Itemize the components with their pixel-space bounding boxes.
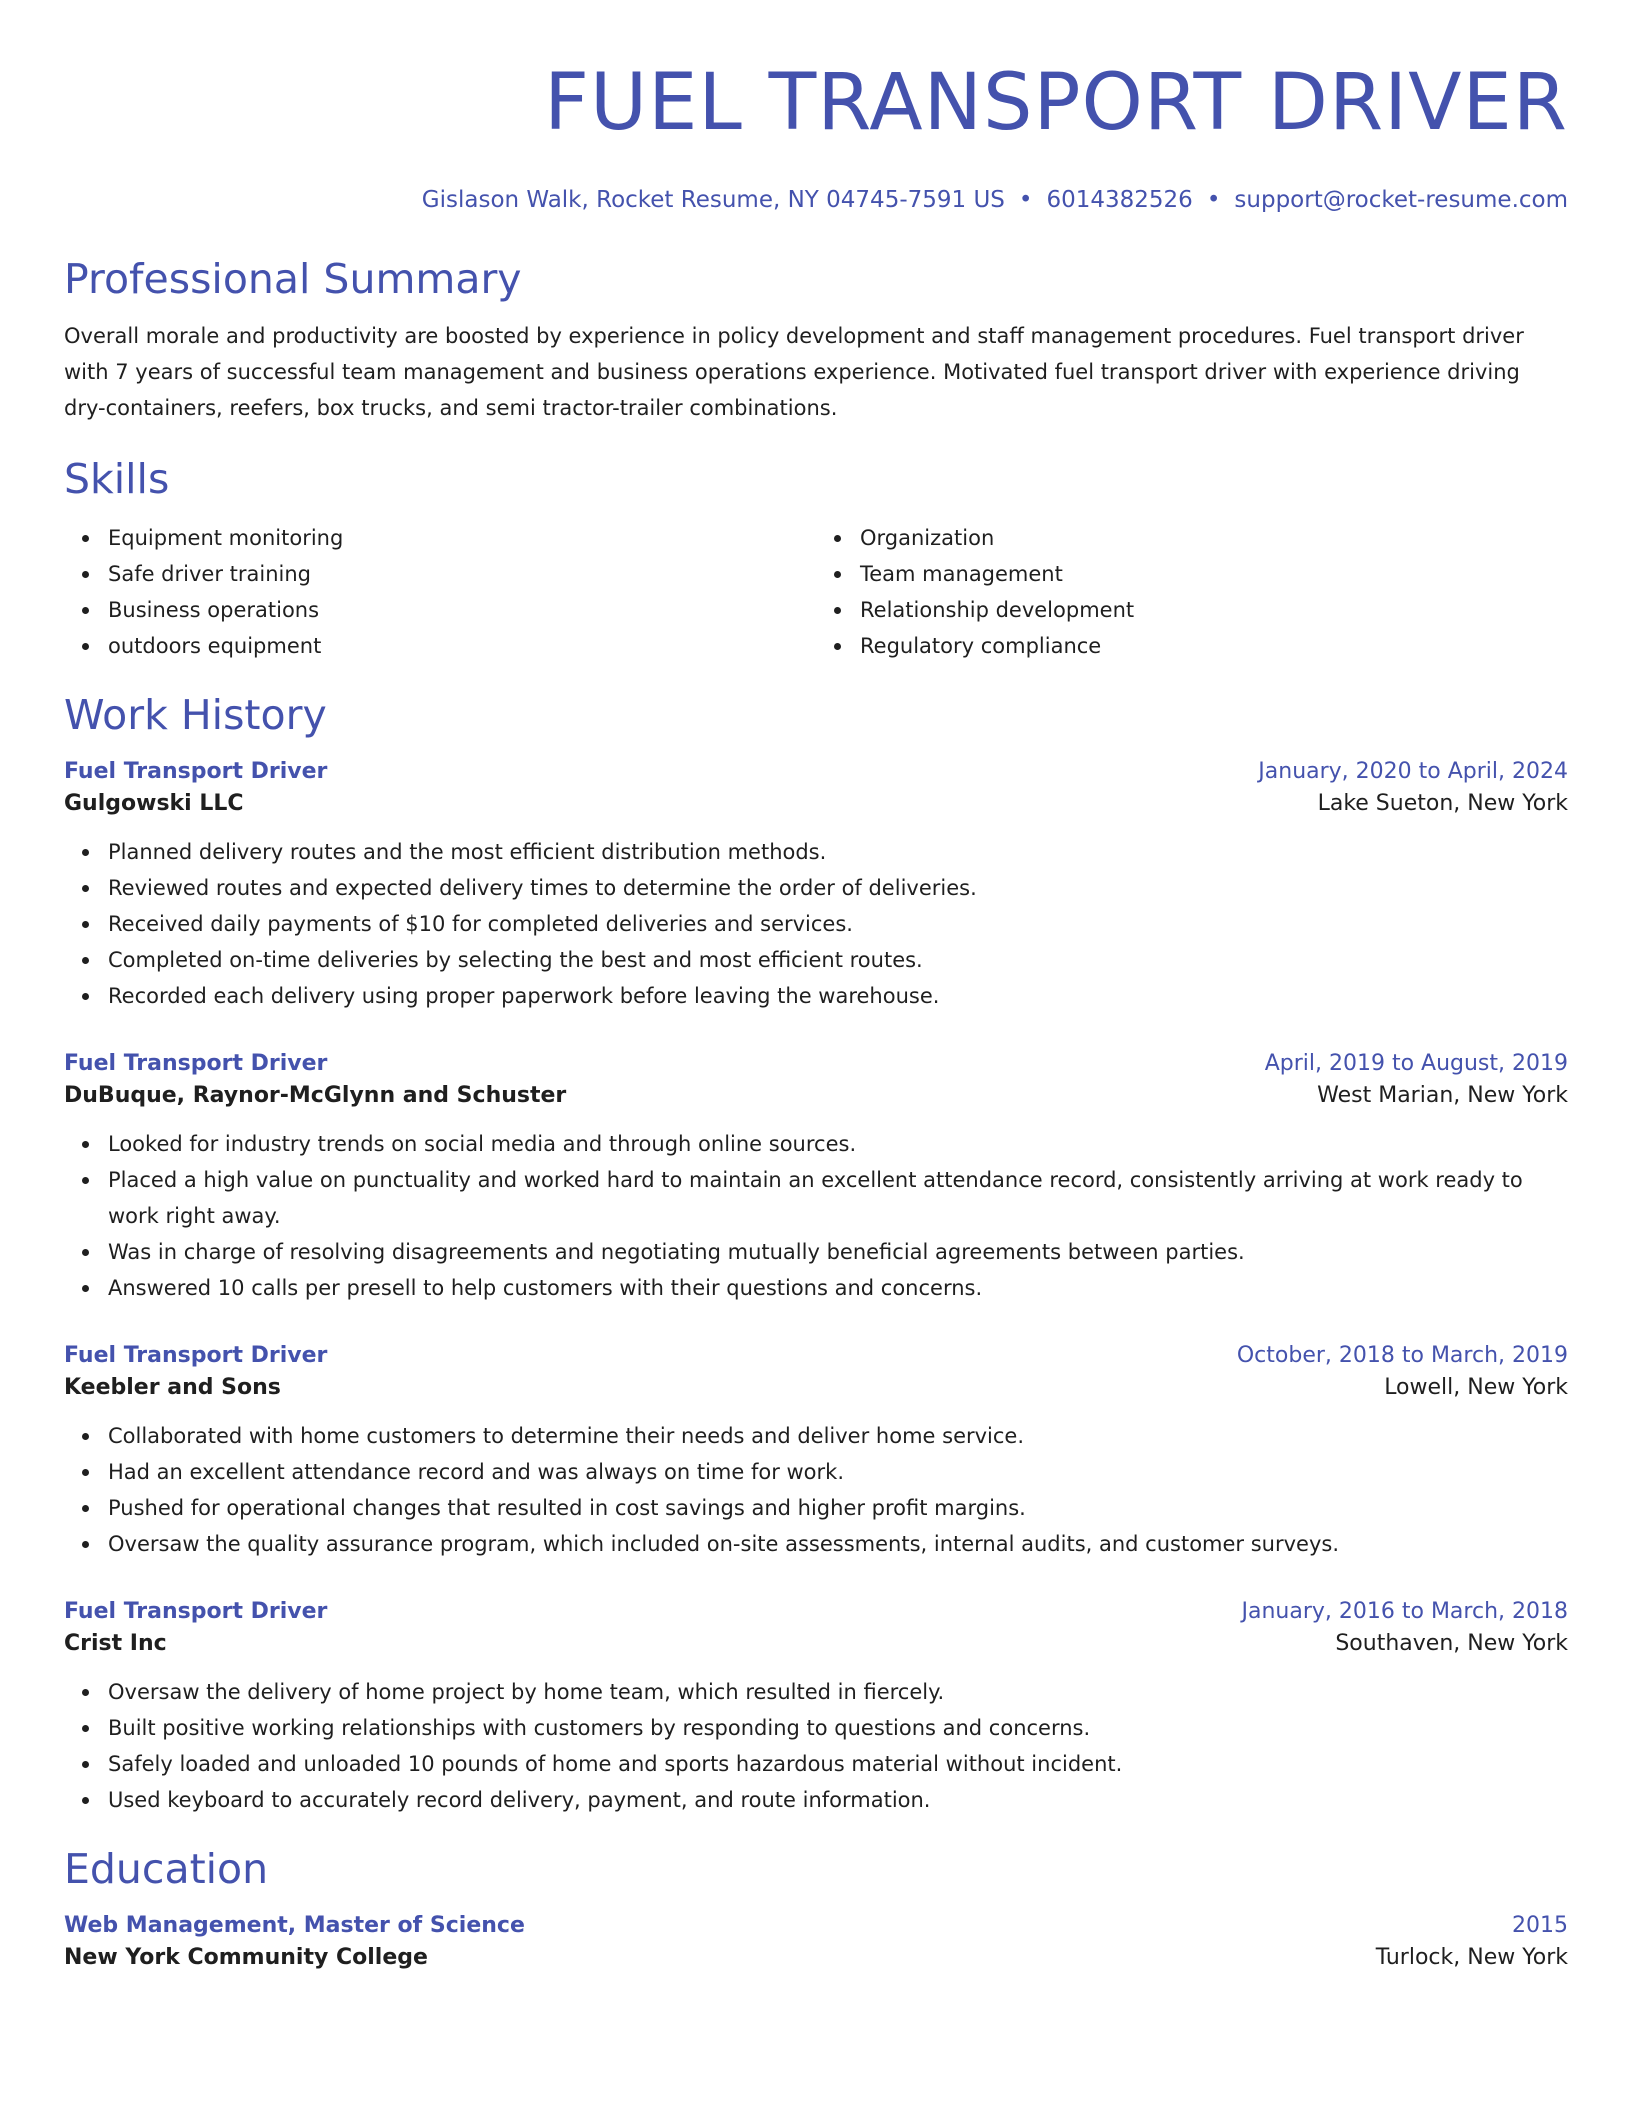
education-degree: Web Management, Master of Science [64, 1913, 525, 1938]
contact-email[interactable]: support@rocket-resume.com [1234, 187, 1568, 213]
duty-item: Was in charge of resolving disagreements and negotiating mutually beneficial agreements between parties. [108, 1234, 1568, 1270]
job-location: Lake Sueton, New York [1317, 791, 1568, 816]
duty-item: Pushed for operational changes that resulted in cost savings and higher profit margins. [108, 1490, 1568, 1526]
skill-item: Organization [860, 520, 1568, 556]
job-subheader [64, 1372, 1568, 1404]
skill-item: Safe driver training [108, 556, 816, 592]
education-location: Turlock, New York [1375, 1945, 1568, 1970]
job-title: Fuel Transport Driver [64, 1599, 328, 1624]
summary-heading: Professional Summary [64, 255, 522, 303]
job-dates: October, 2018 to March, 2019 [1236, 1343, 1568, 1368]
duty-item: Placed a high value on punctuality and worked hard to maintain an excellent attendance record, consistently arriving at work ready to work right away. [108, 1162, 1568, 1234]
job-duties [64, 1126, 1568, 1306]
education-header [64, 1910, 1568, 1942]
duty-item: Answered 10 calls per presell to help customers with their questions and concerns. [108, 1270, 1568, 1306]
summary-text: Overall morale and productivity are boosted by experience in policy development and staff management procedures. Fuel transport driver with 7 years of successful team management and business operations experience. Motivated fuel transport driver with experience driving dry-containers, reefers, box trucks, and semi tractor-trailer combinations. [64, 324, 1524, 420]
job-entry [64, 756, 1568, 1014]
job-dates: January, 2016 to March, 2018 [1241, 1599, 1568, 1624]
job-duties [64, 1674, 1568, 1818]
job-dates: April, 2019 to August, 2019 [1264, 1051, 1568, 1076]
skills-grid [64, 520, 1568, 664]
duty-item: Collaborated with home customers to determine their needs and deliver home service. [108, 1418, 1568, 1454]
duty-item: Reviewed routes and expected delivery times to determine the order of deliveries. [108, 870, 1568, 906]
job-header [64, 1048, 1568, 1080]
duty-item: Recorded each delivery using proper paperwork before leaving the warehouse. [108, 978, 1568, 1014]
skill-item: outdoors equipment [108, 628, 816, 664]
contact-line [64, 184, 1568, 216]
job-company: DuBuque, Raynor-McGlynn and Schuster [64, 1083, 567, 1108]
job-location: Southaven, New York [1335, 1631, 1568, 1656]
duty-item: Used keyboard to accurately record delivery, payment, and route information. [108, 1782, 1568, 1818]
education-year: 2015 [1512, 1913, 1568, 1938]
skill-item: Business operations [108, 592, 816, 628]
education-school: New York Community College [64, 1945, 428, 1970]
job-entry [64, 1596, 1568, 1818]
job-title: Fuel Transport Driver [64, 1051, 328, 1076]
work-history-heading: Work History [64, 691, 327, 739]
skill-item: Team management [860, 556, 1568, 592]
job-title: Fuel Transport Driver [64, 759, 328, 784]
job-header [64, 756, 1568, 788]
job-subheader [64, 1080, 1568, 1112]
resume-title: FUEL TRANSPORT DRIVER [544, 58, 1568, 148]
duty-item: Safely loaded and unloaded 10 pounds of home and sports hazardous material without incident. [108, 1746, 1568, 1782]
job-entry [64, 1340, 1568, 1562]
skills-heading: Skills [64, 455, 170, 503]
duty-item: Built positive working relationships with customers by responding to questions and concerns. [108, 1710, 1568, 1746]
contact-address: Gislason Walk, Rocket Resume, NY 04745-7591 US [421, 187, 1005, 213]
job-title: Fuel Transport Driver [64, 1343, 328, 1368]
job-location: Lowell, New York [1384, 1375, 1568, 1400]
skill-item: Relationship development [860, 592, 1568, 628]
job-company: Crist Inc [64, 1631, 167, 1656]
job-header [64, 1340, 1568, 1372]
duty-item: Received daily payments of $10 for completed deliveries and services. [108, 906, 1568, 942]
contact-separator: • [1206, 187, 1221, 213]
skills-column-left [64, 520, 816, 664]
duty-item: Oversaw the quality assurance program, which included on-site assessments, internal audits, and customer surveys. [108, 1526, 1568, 1562]
education-subheader [64, 1942, 1568, 1974]
contact-separator: • [1018, 187, 1033, 213]
job-dates: January, 2020 to April, 2024 [1258, 759, 1568, 784]
job-header [64, 1596, 1568, 1628]
duty-item: Oversaw the delivery of home project by home team, which resulted in fiercely. [108, 1674, 1568, 1710]
skill-item: Equipment monitoring [108, 520, 816, 556]
job-location: West Marian, New York [1317, 1083, 1568, 1108]
skill-item: Regulatory compliance [860, 628, 1568, 664]
education-entry [64, 1910, 1568, 1974]
job-entry [64, 1048, 1568, 1306]
job-duties [64, 834, 1568, 1014]
job-duties [64, 1418, 1568, 1562]
job-company: Gulgowski LLC [64, 791, 244, 816]
duty-item: Looked for industry trends on social media and through online sources. [108, 1126, 1568, 1162]
duty-item: Planned delivery routes and the most efficient distribution methods. [108, 834, 1568, 870]
education-heading: Education [64, 1845, 269, 1893]
duty-item: Completed on-time deliveries by selecting the best and most efficient routes. [108, 942, 1568, 978]
skills-column-right [816, 520, 1568, 664]
job-subheader [64, 788, 1568, 820]
job-company: Keebler and Sons [64, 1375, 281, 1400]
duty-item: Had an excellent attendance record and was always on time for work. [108, 1454, 1568, 1490]
job-subheader [64, 1628, 1568, 1660]
contact-phone[interactable]: 6014382526 [1046, 187, 1193, 213]
